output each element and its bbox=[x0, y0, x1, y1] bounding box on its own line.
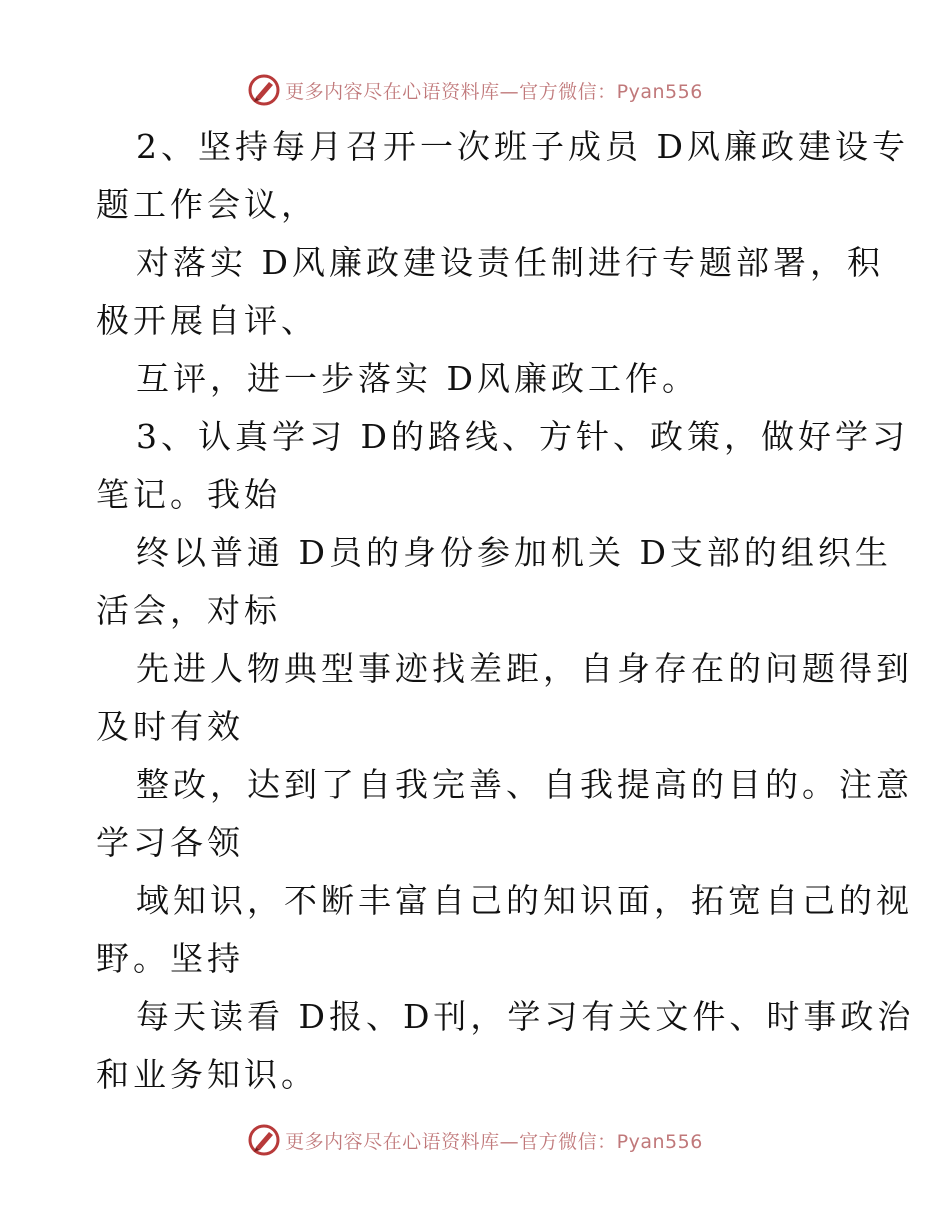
text-line: 3、认真学习 D的路线、方针、政策，做好学习 bbox=[136, 417, 909, 456]
document-body bbox=[96, 118, 915, 1104]
text-line: 活会，对标 bbox=[96, 591, 281, 630]
text-line: 笔记。我始 bbox=[96, 475, 281, 514]
text-line: 整改，达到了自我完善、自我提高的目的。注意 bbox=[136, 765, 913, 804]
footer-banner-text: 更多内容尽在心语资料库—官方微信：Pyan556 bbox=[285, 1130, 703, 1153]
text-line: 对落实 D风廉政建设责任制进行专题部署，积 bbox=[136, 243, 884, 282]
text-line: 题工作会议， bbox=[96, 185, 318, 224]
pen-logo-icon bbox=[247, 1123, 281, 1157]
text-line: 先进人物典型事迹找差距，自身存在的问题得到 bbox=[136, 649, 913, 688]
page-footer-banner bbox=[0, 1120, 950, 1160]
page-header-banner bbox=[0, 70, 950, 110]
text-line: 域知识，不断丰富自己的知识面，拓宽自己的视 bbox=[136, 881, 913, 920]
pen-logo-icon bbox=[247, 73, 281, 107]
text-line: 2、坚持每月召开一次班子成员 D风廉政建设专 bbox=[136, 127, 909, 166]
text-line: 和业务知识。 bbox=[96, 1055, 318, 1094]
text-line: 野。坚持 bbox=[96, 939, 244, 978]
text-line: 及时有效 bbox=[96, 707, 244, 746]
text-line: 学习各领 bbox=[96, 823, 244, 862]
header-banner-text: 更多内容尽在心语资料库—官方微信：Pyan556 bbox=[285, 80, 703, 103]
text-line: 每天读看 D报、D刊，学习有关文件、时事政治 bbox=[136, 997, 915, 1036]
text-line: 互评，进一步落实 D风廉政工作。 bbox=[136, 359, 699, 398]
text-line: 极开展自评、 bbox=[96, 301, 318, 340]
text-line: 终以普通 D员的身份参加机关 D支部的组织生 bbox=[136, 533, 892, 572]
